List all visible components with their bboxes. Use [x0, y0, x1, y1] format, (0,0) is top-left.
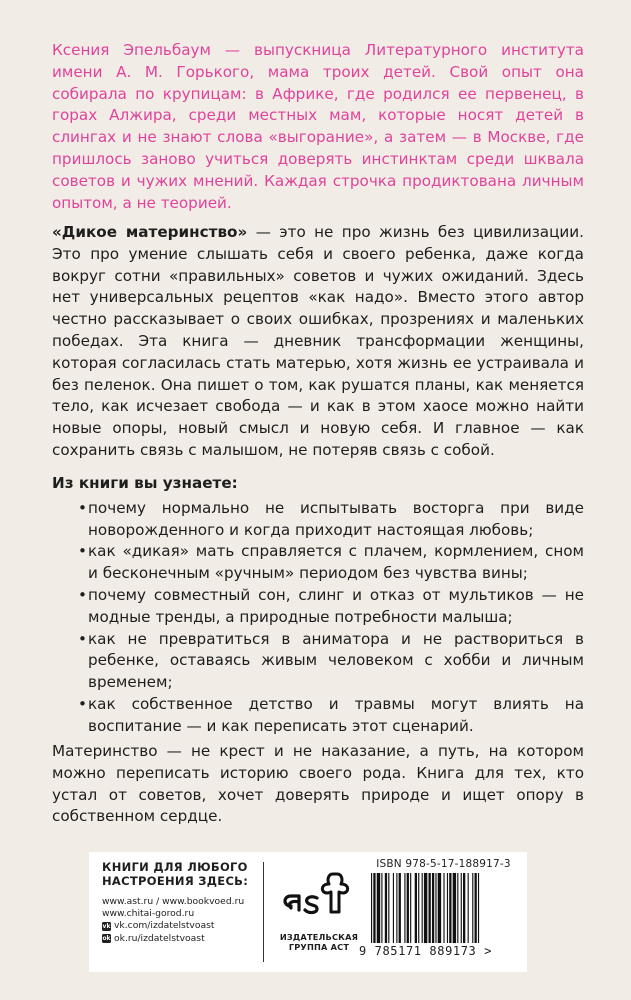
- learn-title: Из книги вы узнаете:: [52, 474, 238, 492]
- publisher-caption: ИЗДАТЕЛЬСКАЯ ГРУППА АСТ: [279, 932, 359, 952]
- barcode-bar: [407, 873, 409, 943]
- vk-link[interactable]: vk.com/izdatelstvoast: [114, 920, 215, 932]
- learn-item: • почему совместный сон, слинг и отказ от мультиков — не модные тренды, а природные потребности малыша;: [78, 585, 584, 629]
- author-bio: Ксения Эпельбаум — выпускница Литературного института имени А. М. Горького, мама троих детей. Свой опыт она собирала по крупицам: в Африке, где родился ее первенец, в горах Алжира, среди местных мам, которые носят детей в слингах и не знают слова «выгорание», а затем — в Москве, где пришлось заново учиться доверять инстинктам среди шквала советов и чужих мнений. Каждая строчка продиктована личным опытом, а не теорией.: [52, 41, 584, 212]
- barcode-bar: [399, 873, 401, 943]
- barcode-bar: [457, 873, 458, 943]
- store-link-row[interactable]: [102, 896, 267, 908]
- barcode-bar: [468, 873, 469, 943]
- barcode-bar: [432, 873, 434, 943]
- barcode-bar: [463, 873, 465, 943]
- barcode-bar: [422, 873, 423, 943]
- barcode-bar: [373, 873, 375, 943]
- barcode-digits: 9 785171 889173 >: [359, 944, 493, 958]
- publisher-footer: [89, 852, 527, 972]
- barcode-bar: [410, 873, 411, 943]
- barcode-bar: [388, 873, 389, 943]
- barcode: [369, 873, 519, 943]
- isbn-text: ISBN 978-5-17-188917-3: [376, 858, 511, 870]
- barcode-bar: [418, 873, 419, 943]
- promo-title: КНИГИ ДЛЯ ЛЮБОГО НАСТРОЕНИЯ ЗДЕСЬ:: [102, 860, 249, 888]
- vk-icon: vk: [102, 923, 111, 930]
- barcode-bar: [478, 873, 479, 943]
- ok-icon: ok: [102, 935, 111, 943]
- vk-link-row[interactable]: [102, 920, 267, 932]
- barcode-bar: [472, 873, 473, 943]
- barcode-bar: [371, 873, 372, 943]
- learn-item: • как собственное детство и травмы могут влиять на воспитание — и как переписать этот сценарий.: [78, 694, 584, 738]
- book-description: [52, 222, 584, 462]
- store-link-row[interactable]: [102, 908, 267, 920]
- closing-paragraph: Материнство — не крест и не наказание, а путь, на котором можно переписать историю своего рода. Книга для тех, кто устал от советов, хочет доверять природе и ищет опору в собственном сердце.: [52, 742, 584, 826]
- barcode-bar: [447, 873, 448, 943]
- footer-divider: [263, 862, 264, 962]
- store-links: [102, 896, 267, 945]
- barcode-bar: [381, 873, 382, 943]
- barcode-bar: [443, 873, 444, 943]
- barcode-bar: [461, 873, 462, 943]
- barcode-bar: [435, 873, 436, 943]
- store-link[interactable]: www.chitai-gorod.ru: [102, 908, 195, 920]
- ast-logo-icon: [279, 860, 359, 930]
- learn-section: [52, 473, 584, 738]
- book-title: «Дикое материнство»: [52, 223, 248, 241]
- barcode-bar: [404, 873, 405, 943]
- learn-item: • как «дикая» мать справляется с плачем, кормлением, сном и бесконечным «ручным» периодом без чувства вины;: [78, 541, 584, 585]
- barcode-bar: [475, 873, 477, 943]
- barcode-bar: [377, 873, 380, 943]
- barcode-bar: [424, 873, 427, 943]
- barcode-bar: [453, 873, 456, 943]
- barcode-bar: [429, 873, 431, 943]
- store-link[interactable]: www.ast.ru / www.bookvoed.ru: [102, 896, 245, 907]
- ok-link[interactable]: ok.ru/izdatelstvoast: [114, 932, 205, 944]
- description-text: — это не про жизнь без цивилизации. Это про умение слышать себя и своего ребенка, даже когда вокруг сотни «правильных» советов и чужих ожиданий. Здесь нет универсальных рецептов «как надо». Вместо этого автор честно рассказывает о своих ошибках, прозрениях и маленьких победах. Эта книга — дневник трансформации женщины, которая согласилась стать матерью, хотя жизнь ее устраивала и без пеленок. Она пишет о том, как рушатся планы, как меняется тело, как исчезает свобода — и как в этом хаосе можно найти новые опоры, новый смысл и новую себя. И главное — как сохранить связь с малышом, не потеряв связь с собой.: [52, 223, 584, 459]
- barcode-bar: [415, 873, 417, 943]
- barcode-bar: [396, 873, 397, 943]
- barcode-bar: [385, 873, 387, 943]
- barcode-bar: [449, 873, 451, 943]
- learn-list: [52, 498, 584, 738]
- learn-item: • как не превратиться в аниматора и не раствориться в ребенке, оставаясь живым человеком с хобби и личным временем;: [78, 629, 584, 694]
- publisher-logo: [279, 860, 359, 972]
- barcode-bar: [438, 873, 441, 943]
- learn-item: • почему нормально не испытывать восторга при виде новорожденного и когда приходит настоящая любовь;: [78, 498, 584, 542]
- barcode-bar: [393, 873, 394, 943]
- ok-link-row[interactable]: [102, 933, 267, 945]
